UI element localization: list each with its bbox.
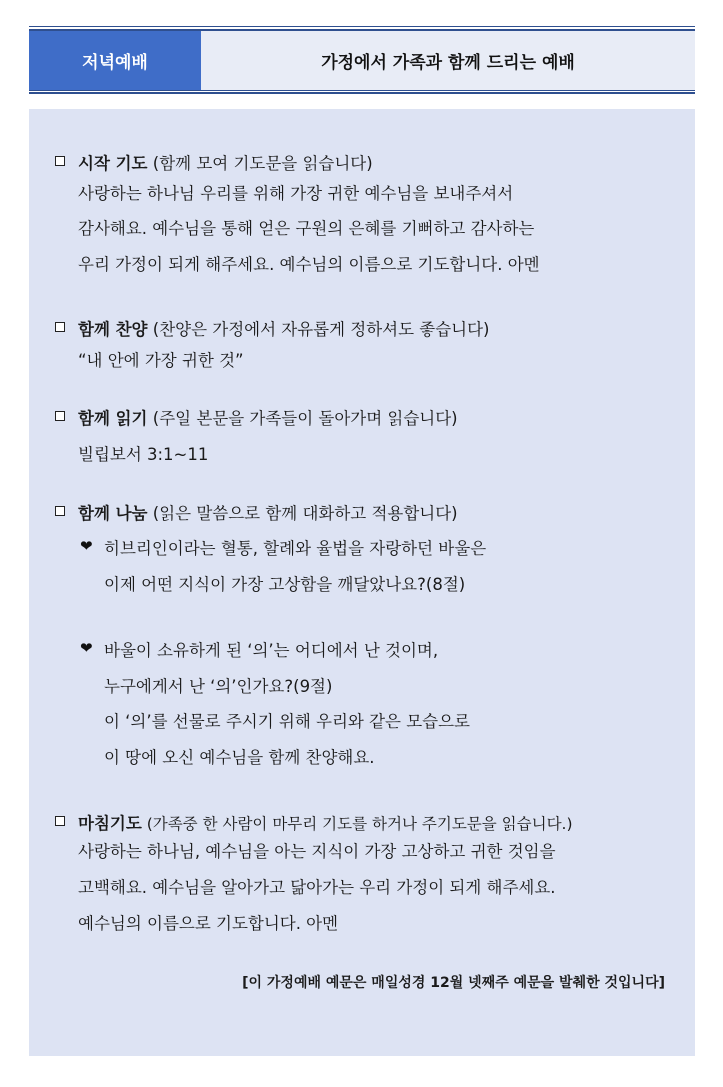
body-line: 사랑하는 하나님 우리를 위해 가장 귀한 예수님을 보내주셔서 bbox=[78, 184, 514, 203]
body-line: 우리 가정이 되게 해주세요. 예수님의 이름으로 기도합니다. 아멘 bbox=[78, 255, 540, 274]
header bbox=[29, 26, 695, 94]
heart-bullet-icon: ❤ bbox=[80, 639, 93, 657]
checkbox-square-icon bbox=[55, 411, 65, 421]
section-praise bbox=[78, 316, 489, 340]
body-line: 예수님의 이름으로 기도합니다. 아멘 bbox=[78, 914, 339, 933]
section-heading: 함께 나눔 bbox=[78, 504, 148, 523]
checkbox-square-icon bbox=[55, 322, 65, 332]
service-label: 저녁예배 bbox=[29, 31, 201, 90]
section-sharing bbox=[78, 500, 458, 524]
question-line: 이 ‘의’를 선물로 주시기 위해 우리와 같은 모습으로 bbox=[104, 712, 470, 731]
question-line: 히브리인이라는 혈통, 할례와 율법을 자랑하던 바울은 bbox=[104, 539, 487, 558]
section-heading: 함께 찬양 bbox=[78, 320, 148, 339]
question-line: 누구에게서 난 ‘의’인가요?(9절) bbox=[104, 677, 333, 696]
section-note: (읽은 말씀으로 함께 대화하고 적용합니다) bbox=[147, 504, 458, 523]
song-title: “내 안에 가장 귀한 것” bbox=[78, 351, 244, 370]
section-heading: 마침기도 bbox=[78, 814, 142, 833]
body-line: 감사해요. 예수님을 통해 얻은 구원의 은혜를 기뻐하고 감사하는 bbox=[78, 219, 535, 238]
section-heading: 함께 읽기 bbox=[78, 409, 148, 428]
checkbox-square-icon bbox=[55, 506, 65, 516]
header-rule bbox=[29, 26, 695, 27]
section-note: (주일 본문을 가족들이 돌아가며 읽습니다) bbox=[147, 409, 458, 428]
footer-note: [이 가정예배 예문은 매일성경 12월 넷째주 예문을 발췌한 것입니다] bbox=[242, 975, 665, 991]
body-line: 사랑하는 하나님, 예수님을 아는 지식이 가장 고상하고 귀한 것임을 bbox=[78, 842, 556, 861]
question-line: 바울이 소유하게 된 ‘의’는 어디에서 난 것이며, bbox=[104, 641, 439, 660]
section-heading: 시작 기도 bbox=[78, 154, 148, 173]
question-line: 이 땅에 오신 예수님을 함께 찬양해요. bbox=[104, 748, 375, 767]
section-note: (함께 모여 기도문을 읽습니다) bbox=[147, 154, 373, 173]
checkbox-square-icon bbox=[55, 156, 65, 166]
header-rule bbox=[29, 92, 695, 94]
section-note: (가족중 한 사람이 마무리 기도를 하거나 주기도문을 읽습니다.) bbox=[141, 815, 573, 833]
section-opening bbox=[78, 150, 373, 174]
body-line: 고백해요. 예수님을 알아가고 닮아가는 우리 가정이 되게 해주세요. bbox=[78, 878, 556, 897]
section-reading bbox=[78, 405, 458, 429]
question-line: 이제 어떤 지식이 가장 고상함을 깨달았나요?(8절) bbox=[104, 575, 466, 594]
page-title: 가정에서 가족과 함께 드리는 예배 bbox=[201, 31, 695, 90]
checkbox-square-icon bbox=[55, 816, 65, 826]
heart-bullet-icon: ❤ bbox=[80, 537, 93, 555]
header-rule bbox=[29, 90, 695, 91]
scripture-reference: 빌립보서 3:1~11 bbox=[78, 445, 209, 464]
section-closing bbox=[78, 810, 573, 834]
section-note: (찬양은 가정에서 자유롭게 정하셔도 좋습니다) bbox=[147, 320, 490, 339]
